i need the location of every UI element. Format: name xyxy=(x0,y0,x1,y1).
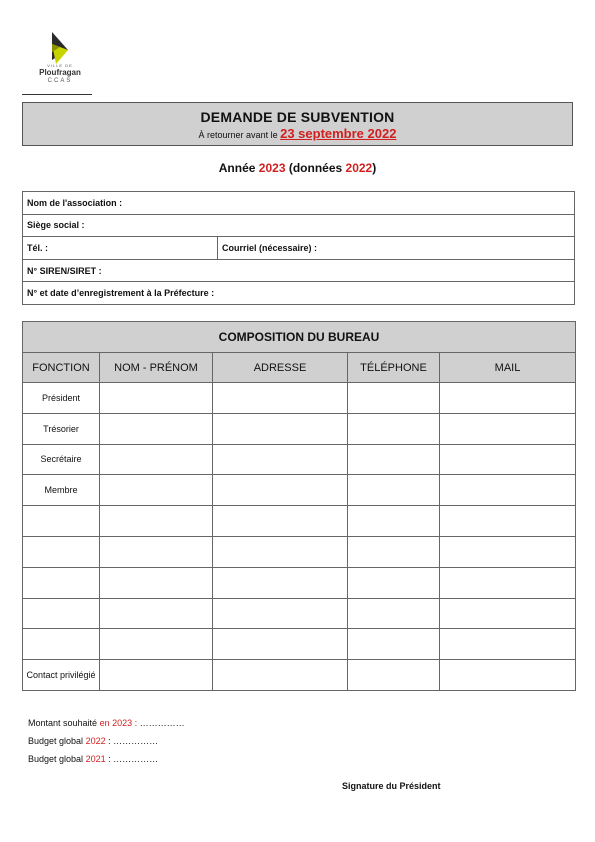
annee-value: 2023 xyxy=(258,161,286,175)
mail-cell[interactable] xyxy=(440,444,576,475)
donnees-close: ) xyxy=(372,161,377,175)
table-row xyxy=(23,567,576,598)
adresse-cell[interactable] xyxy=(213,506,348,537)
telephone-cell[interactable] xyxy=(348,444,440,475)
budget-year-2021: 2021 xyxy=(85,754,106,764)
montant-label: Montant souhaité xyxy=(28,718,98,728)
fonction-cell: Contact privilégié xyxy=(23,660,100,691)
adresse-cell[interactable] xyxy=(213,629,348,660)
year-line xyxy=(0,161,595,175)
fonction-cell xyxy=(23,567,100,598)
ploufragan-ccas-logo xyxy=(28,30,92,96)
title-box xyxy=(22,102,573,146)
fonction-cell: Membre xyxy=(23,475,100,506)
mail-cell[interactable] xyxy=(440,413,576,444)
fonction-cell: Secrétaire xyxy=(23,444,100,475)
budget-global-2021-line[interactable] xyxy=(28,750,185,768)
adresse-cell[interactable] xyxy=(213,660,348,691)
logo-emblem-icon xyxy=(46,30,74,64)
bureau-composition-table xyxy=(22,321,576,691)
prefecture-registration-field[interactable]: N° et date d’enregistrement à la Préfecture : xyxy=(23,282,575,305)
nom-prenom-cell[interactable] xyxy=(100,413,213,444)
logo-small-text: VILLE DE xyxy=(47,63,73,68)
telephone-cell[interactable] xyxy=(348,598,440,629)
return-date: 23 septembre 2022 xyxy=(280,126,397,141)
montant-year: en 2023 : xyxy=(99,718,138,728)
nom-prenom-cell[interactable] xyxy=(100,567,213,598)
budget-global-2022-line[interactable] xyxy=(28,732,185,750)
document-title: DEMANDE DE SUBVENTION xyxy=(200,109,395,125)
table-row xyxy=(23,475,576,506)
mail-cell[interactable] xyxy=(440,475,576,506)
mail-cell[interactable] xyxy=(440,629,576,660)
mail-cell[interactable] xyxy=(440,567,576,598)
return-deadline xyxy=(23,126,572,141)
nom-prenom-cell[interactable] xyxy=(100,383,213,414)
fonction-cell xyxy=(23,536,100,567)
montant-souhaite-line[interactable] xyxy=(28,714,185,732)
return-prefix: À retourner avant le xyxy=(198,130,278,140)
nom-prenom-cell[interactable] xyxy=(100,444,213,475)
fonction-cell xyxy=(23,629,100,660)
adresse-cell[interactable] xyxy=(213,383,348,414)
telephone-cell[interactable] xyxy=(348,506,440,537)
telephone-cell[interactable] xyxy=(348,413,440,444)
table-row xyxy=(23,444,576,475)
table-row xyxy=(23,506,576,537)
table-row xyxy=(23,629,576,660)
column-header-mail: MAIL xyxy=(440,353,576,383)
donnees-open: (données xyxy=(288,161,343,175)
adresse-cell[interactable] xyxy=(213,444,348,475)
annee-label: Année xyxy=(218,161,256,175)
budget-label-2022: Budget global xyxy=(28,736,84,746)
donnees-value: 2022 xyxy=(345,161,373,175)
bureau-title: COMPOSITION DU BUREAU xyxy=(23,322,576,353)
association-name-field[interactable]: Nom de l'association : xyxy=(23,192,575,215)
budget-label-2021: Budget global xyxy=(28,754,84,764)
nom-prenom-cell[interactable] xyxy=(100,475,213,506)
tel-field[interactable]: Tél. : xyxy=(23,237,218,260)
telephone-cell[interactable] xyxy=(348,383,440,414)
budget-dots-2021: : …………… xyxy=(108,754,159,764)
fonction-cell: Président xyxy=(23,383,100,414)
courriel-field[interactable]: Courriel (nécessaire) : xyxy=(218,237,575,260)
table-row xyxy=(23,536,576,567)
mail-cell[interactable] xyxy=(440,598,576,629)
logo-underline xyxy=(22,94,92,95)
montant-dots: …………… xyxy=(139,718,185,728)
nom-prenom-cell[interactable] xyxy=(100,536,213,567)
adresse-cell[interactable] xyxy=(213,475,348,506)
fonction-cell xyxy=(23,598,100,629)
telephone-cell[interactable] xyxy=(348,660,440,691)
fonction-cell: Trésorier xyxy=(23,413,100,444)
budget-dots-2022: : …………… xyxy=(108,736,159,746)
nom-prenom-cell[interactable] xyxy=(100,506,213,537)
budget-section xyxy=(28,714,185,768)
logo-town: Ploufragan xyxy=(39,68,81,77)
adresse-cell[interactable] xyxy=(213,536,348,567)
telephone-cell[interactable] xyxy=(348,629,440,660)
telephone-cell[interactable] xyxy=(348,536,440,567)
adresse-cell[interactable] xyxy=(213,598,348,629)
mail-cell[interactable] xyxy=(440,383,576,414)
nom-prenom-cell[interactable] xyxy=(100,598,213,629)
column-header-fonction: FONCTION xyxy=(23,353,100,383)
fonction-cell xyxy=(23,506,100,537)
logo-ccas: CCAS xyxy=(47,78,73,84)
column-header-nom-prenom: NOM - PRÉNOM xyxy=(100,353,213,383)
budget-year-2022: 2022 xyxy=(85,736,106,746)
column-header-telephone: TÉLÉPHONE xyxy=(348,353,440,383)
telephone-cell[interactable] xyxy=(348,475,440,506)
nom-prenom-cell[interactable] xyxy=(100,660,213,691)
table-row xyxy=(23,413,576,444)
adresse-cell[interactable] xyxy=(213,413,348,444)
mail-cell[interactable] xyxy=(440,660,576,691)
mail-cell[interactable] xyxy=(440,536,576,567)
siren-field[interactable]: N° SIREN/SIRET : xyxy=(23,259,575,282)
column-header-adresse: ADRESSE xyxy=(213,353,348,383)
adresse-cell[interactable] xyxy=(213,567,348,598)
nom-prenom-cell[interactable] xyxy=(100,629,213,660)
table-row xyxy=(23,660,576,691)
mail-cell[interactable] xyxy=(440,506,576,537)
table-row xyxy=(23,598,576,629)
siege-social-field[interactable]: Siège social : xyxy=(23,214,575,237)
table-row xyxy=(23,383,576,414)
signature-label: Signature du Président xyxy=(342,781,441,791)
association-info-table xyxy=(22,191,575,305)
telephone-cell[interactable] xyxy=(348,567,440,598)
